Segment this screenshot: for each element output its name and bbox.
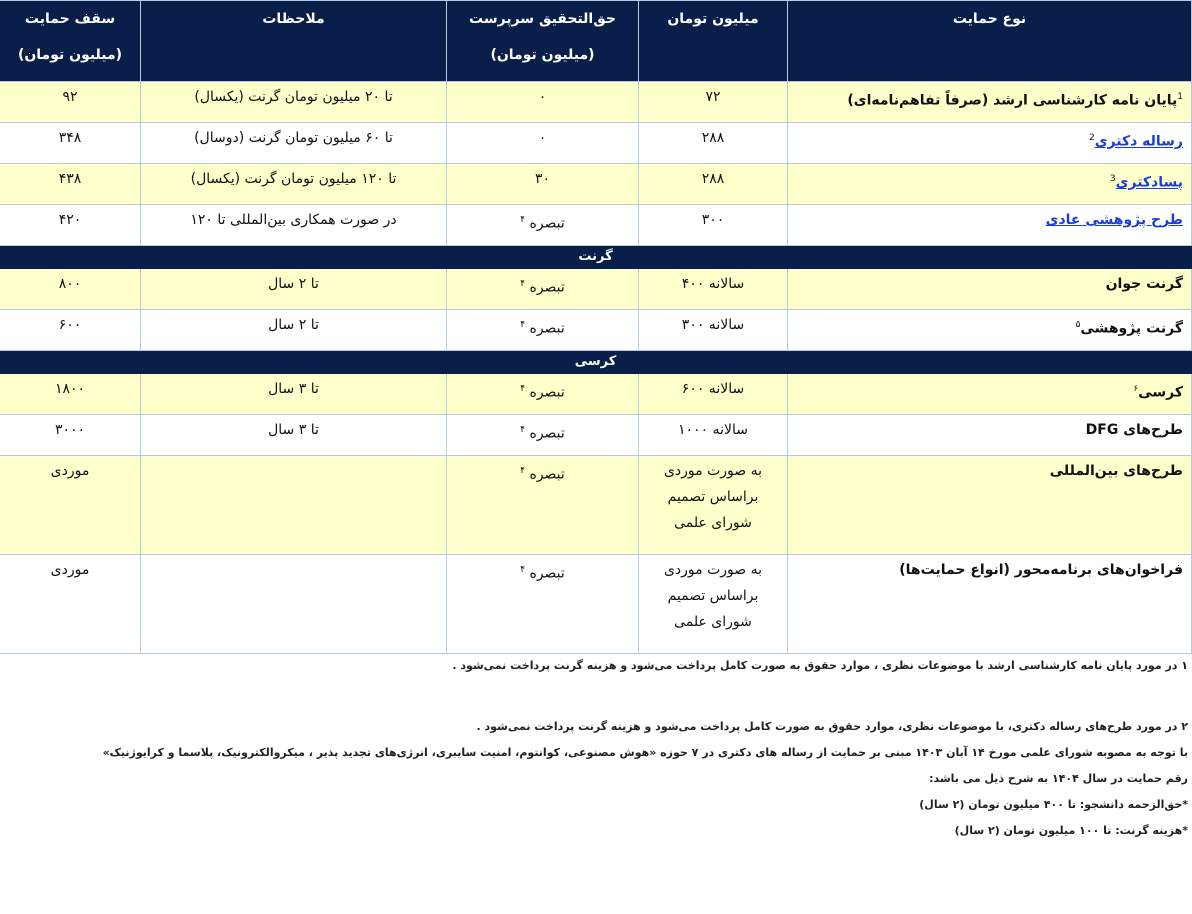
notes-cell: تا ۲۰ میلیون تومان گرنت (یکسال) (141, 82, 447, 123)
table-row (0, 164, 1192, 205)
million-cell: ۳۰۰ (639, 205, 788, 246)
supervisor-cell: ۰ (447, 82, 639, 123)
supervisor-cell: تبصره $^۴$ (447, 374, 639, 415)
header-supervisor-line1: حق‌التحقیق سرپرست (469, 11, 616, 27)
million-line: براساس تصمیم (667, 489, 759, 505)
table-row (0, 205, 1192, 246)
table-row (0, 415, 1192, 456)
cap-cell: ۹۲ (0, 82, 141, 123)
footnote-ref: ۴ (520, 384, 526, 394)
million-cell: سالانه ۳۰۰ (639, 310, 788, 351)
header-cap (0, 1, 141, 82)
research-project-link[interactable]: طرح پژوهشی عادی (1045, 212, 1183, 228)
support-type: طرح‌های DFG (788, 415, 1192, 456)
supervisor-cell: تبصره $^۴$ (447, 555, 639, 654)
header-cap-line2: (میلیون تومان) (17, 47, 123, 63)
grant-cost-note: *هزینه گرنت: تا ۱۰۰ میلیون تومان (۲ سال) (954, 824, 1188, 837)
notes-cell: تا ۶۰ میلیون تومان گرنت (دوسال) (141, 123, 447, 164)
footnote-ref: ۴ (520, 320, 526, 330)
million-cell (639, 456, 788, 555)
header-million: میلیون تومان (639, 1, 788, 82)
notes-cell: تا ۲ سال (141, 269, 447, 310)
table-row (0, 269, 1192, 310)
cap-cell: ۴۳۸ (0, 164, 141, 205)
postdoc-link[interactable]: پسادکتری (1115, 174, 1183, 191)
support-type (788, 123, 1192, 164)
notes-cell: تا ۳ سال (141, 415, 447, 456)
support-amount-note: رقم حمایت در سال ۱۴۰۴ به شرح ذیل می باشد: (929, 772, 1188, 785)
footnote-ref: ۴ (520, 215, 526, 225)
header-supervisor (447, 1, 639, 82)
support-type: گرنت جوان (788, 269, 1192, 310)
supervisor-cell: تبصره $^۴$ (447, 415, 639, 456)
table-row (0, 456, 1192, 555)
footnote-ref: 1 (1177, 92, 1183, 102)
footnote-ref: 2 (1088, 133, 1095, 143)
resolution-note: با توجه به مصوبه شورای علمی مورخ ۱۴ آبان ۱۴۰۳ مبنی بر حمایت از رساله های دکتری در ۷ حوزه «هوش مصنوعی، کوانتوم، امنیت سایبری، انرژی‌های تجدید پذیر ، میکروالکترونیک، پلاسما و کرایوژنیک» (102, 746, 1188, 759)
million-line: به صورت موردی (663, 463, 763, 479)
footnote-ref: ۶ (1133, 384, 1139, 394)
section-title: کرسی (0, 351, 1192, 374)
million-line: براساس تصمیم (667, 588, 759, 604)
section-title: گرنت (0, 246, 1192, 269)
footnote-ref: 3 (1109, 174, 1116, 184)
cap-cell: ۳۰۰۰ (0, 415, 141, 456)
footnote-ref: ۵ (1075, 320, 1081, 330)
footnotes (0, 654, 1192, 844)
supervisor-cell: تبصره $^۴$ (447, 310, 639, 351)
header-type: نوع حمایت (788, 1, 1192, 82)
million-cell: ۷۲ (639, 82, 788, 123)
cap-cell: ۱۸۰۰ (0, 374, 141, 415)
cap-cell: ۸۰۰ (0, 269, 141, 310)
header-supervisor-line2: (میلیون تومان) (490, 47, 595, 63)
supervisor-cell: ۰ (447, 123, 639, 164)
footnote-ref: ۴ (520, 466, 526, 476)
notes-cell (141, 555, 447, 654)
footnote-ref: ۴ (520, 565, 526, 575)
million-cell (639, 555, 788, 654)
supervisor-cell: تبصره $^۴$ (447, 269, 639, 310)
table-row (0, 555, 1192, 654)
table-row (0, 82, 1192, 123)
million-cell: سالانه ۶۰۰ (639, 374, 788, 415)
million-line: شورای علمی (674, 614, 752, 630)
support-type (788, 164, 1192, 205)
cap-cell: موردی (0, 456, 141, 555)
footnote-2: ۲ در مورد طرح‌های رساله دکتری، با موضوعات نظری، موارد حقوق به صورت کامل پرداخت می‌شود و هزینه گرنت پرداخت نمی‌شود . (476, 720, 1188, 733)
spacer (4, 678, 1188, 714)
section-chair (0, 351, 1192, 374)
million-cell: سالانه ۴۰۰ (639, 269, 788, 310)
header-cap-line1: سقف حمایت (24, 11, 116, 27)
header-notes: ملاحظات (141, 1, 447, 82)
notes-cell: تا ۱۲۰ میلیون تومان گرنت (یکسال) (141, 164, 447, 205)
cap-cell: ۳۴۸ (0, 123, 141, 164)
support-type: گرنت پژوهشی$^۵$ (788, 310, 1192, 351)
support-type: کرسی$^۶$ (788, 374, 1192, 415)
cap-cell: ۶۰۰ (0, 310, 141, 351)
cap-cell: موردی (0, 555, 141, 654)
phd-thesis-link[interactable]: رساله دکتری (1094, 133, 1183, 150)
support-type: فراخوان‌های برنامه‌محور (انواع حمایت‌ها) (788, 555, 1192, 654)
footnote-ref: ۴ (520, 279, 526, 289)
footnote-1: ۱ در مورد پایان نامه کارشناسی ارشد با موضوعات نظری ، موارد حقوق به صورت کامل پرداخت می‌شود و هزینه گرنت پرداخت نمی‌شود . (452, 659, 1188, 672)
supervisor-cell: تبصره $^۴$ (447, 456, 639, 555)
notes-cell: تا ۳ سال (141, 374, 447, 415)
supervisor-cell: تبصره $^۴$ (447, 205, 639, 246)
million-cell: ۲۸۸ (639, 164, 788, 205)
support-type (788, 205, 1192, 246)
section-grant (0, 246, 1192, 269)
notes-cell (141, 456, 447, 555)
support-type: $^1$پایان نامه کارشناسی ارشد (صرفاً تفاهم‌نامه‌ای) (788, 82, 1192, 123)
cap-cell: ۴۲۰ (0, 205, 141, 246)
footnote-ref: ۴ (520, 425, 526, 435)
notes-cell: تا ۲ سال (141, 310, 447, 351)
header-row (0, 1, 1192, 82)
notes-cell: در صورت همکاری بین‌المللی تا ۱۲۰ (141, 205, 447, 246)
table-row (0, 310, 1192, 351)
support-type: طرح‌های بین‌المللی (788, 456, 1192, 555)
supervisor-cell: ۳۰ (447, 164, 639, 205)
million-cell: سالانه ۱۰۰۰ (639, 415, 788, 456)
table-row (0, 123, 1192, 164)
student-fee-note: *حق‌الزحمه دانشجو: تا ۴۰۰ میلیون تومان (۲ سال) (919, 798, 1188, 811)
table-row (0, 374, 1192, 415)
million-line: شورای علمی (674, 515, 752, 531)
million-line: به صورت موردی (663, 562, 763, 578)
million-cell: ۲۸۸ (639, 123, 788, 164)
